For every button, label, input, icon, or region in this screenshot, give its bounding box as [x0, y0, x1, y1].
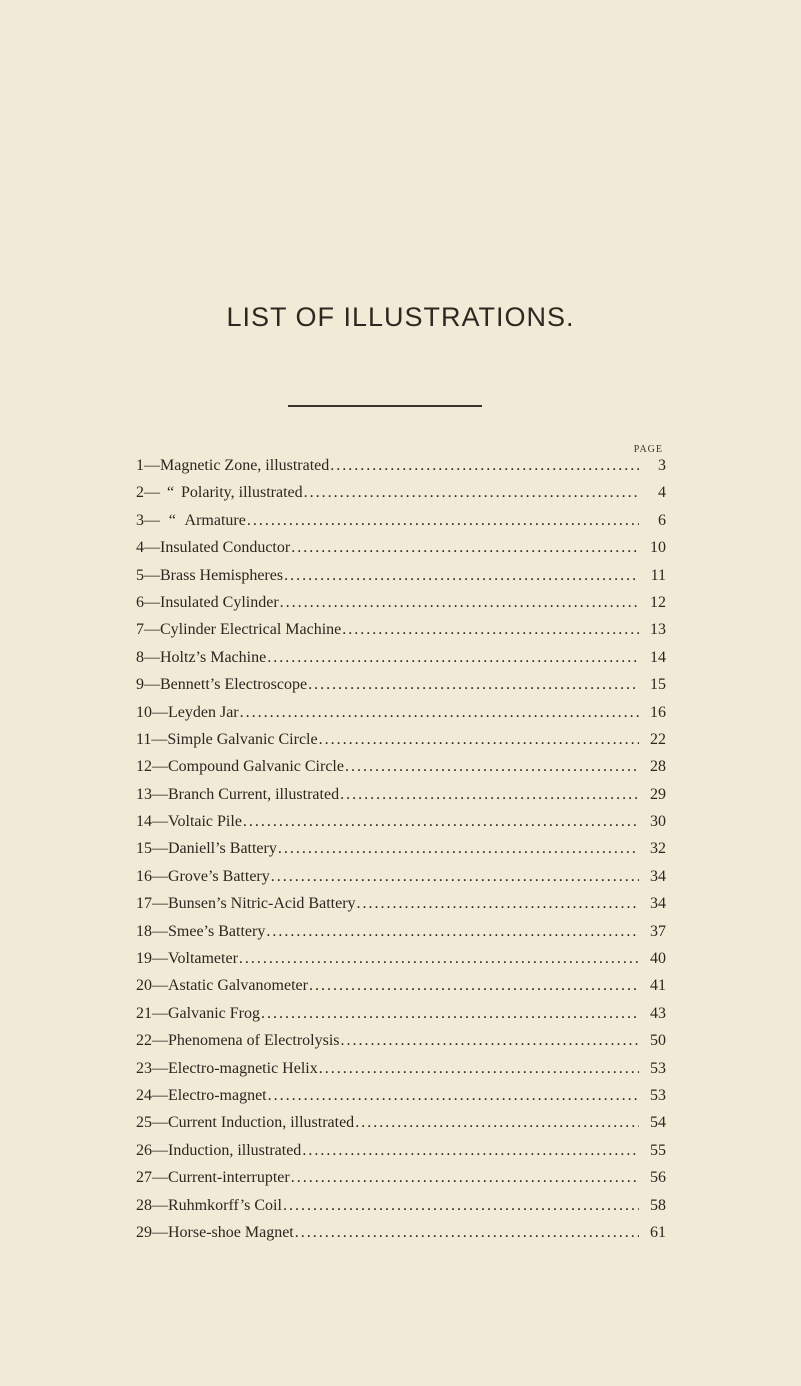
dot-leader — [330, 457, 639, 475]
item-number: 15— — [136, 840, 168, 858]
item-number: 3— — [136, 511, 160, 529]
item-label: Branch Current, illustrated — [168, 785, 340, 803]
item-page-number: 54 — [650, 1114, 666, 1132]
item-number: 13— — [136, 785, 168, 803]
item-label: Daniell’s Battery — [168, 840, 277, 858]
item-page-number: 3 — [658, 457, 666, 474]
list-item — [136, 1060, 666, 1087]
list-item — [136, 1224, 666, 1251]
item-page-number: 22 — [650, 730, 666, 748]
item-label: Simple Galvanic Circle — [167, 730, 318, 748]
ditto-mark: “ — [166, 484, 175, 502]
dot-leader — [341, 1032, 639, 1050]
dot-leader — [247, 512, 639, 530]
item-number: 26— — [136, 1141, 168, 1159]
item-page-number: 61 — [650, 1223, 666, 1241]
item-number: 24— — [136, 1086, 168, 1104]
item-page-number: 15 — [650, 676, 666, 694]
item-label: Galvanic Frog — [168, 1004, 260, 1022]
item-page-number: 53 — [650, 1059, 666, 1077]
item-number: 10— — [136, 703, 168, 721]
dot-leader — [291, 539, 639, 557]
item-label: Insulated Cylinder — [160, 593, 279, 611]
item-number: 14— — [136, 813, 168, 831]
item-number: 11— — [136, 730, 168, 748]
dot-leader — [304, 484, 639, 502]
list-item — [136, 868, 666, 895]
list-item — [136, 895, 666, 922]
item-label: Holtz’s Machine — [160, 648, 267, 666]
list-item — [136, 1114, 666, 1141]
dot-leader — [355, 1114, 639, 1132]
item-label: Smee’s Battery — [168, 922, 266, 940]
list-item — [136, 1087, 666, 1114]
item-page-number: 14 — [650, 648, 666, 666]
item-number: 25— — [136, 1114, 168, 1132]
item-label: Armature — [184, 511, 246, 529]
dot-leader — [308, 676, 639, 694]
list-item — [136, 567, 666, 594]
item-label: Insulated Conductor — [160, 539, 291, 557]
list-item — [136, 539, 666, 566]
item-number: 28— — [136, 1196, 168, 1214]
dot-leader — [291, 1169, 639, 1187]
item-number: 1— — [136, 457, 160, 474]
item-label: Polarity, illustrated — [181, 484, 303, 502]
dot-leader — [266, 923, 639, 941]
item-label: Voltaic Pile — [168, 813, 242, 831]
item-page-number: 32 — [650, 840, 666, 858]
dot-leader — [261, 1005, 639, 1023]
item-page-number: 55 — [650, 1141, 666, 1159]
list-item — [136, 1005, 666, 1032]
dot-leader — [309, 977, 639, 995]
item-number: 17— — [136, 895, 168, 913]
item-label: Phenomena of Electrolysis — [168, 1032, 340, 1050]
list-item — [136, 786, 666, 813]
dot-leader — [357, 895, 639, 913]
item-label: Induction, illustrated — [168, 1141, 302, 1159]
item-page-number: 34 — [650, 895, 666, 913]
list-item — [136, 758, 666, 785]
item-page-number: 6 — [658, 511, 666, 529]
item-page-number: 40 — [650, 950, 666, 968]
list-item — [136, 813, 666, 840]
item-number: 27— — [136, 1169, 168, 1187]
list-item — [136, 621, 666, 648]
item-page-number: 41 — [650, 977, 666, 995]
item-number: 5— — [136, 566, 160, 584]
dot-leader — [240, 704, 639, 722]
ditto-mark: “ — [168, 511, 176, 529]
item-number: 16— — [136, 867, 168, 885]
dot-leader — [340, 786, 639, 804]
item-label: Horse-shoe Magnet — [168, 1223, 294, 1241]
item-label: Brass Hemispheres — [160, 566, 284, 584]
list-item — [136, 484, 666, 511]
item-label: Bunsen’s Nitric-Acid Battery — [168, 895, 356, 913]
item-number: 2— — [136, 484, 160, 502]
dot-leader — [268, 1087, 639, 1105]
dot-leader — [284, 567, 639, 585]
item-number: 9— — [136, 676, 160, 694]
item-number: 18— — [136, 922, 168, 940]
list-item — [136, 1032, 666, 1059]
item-number: 12— — [136, 758, 168, 776]
dot-leader — [345, 758, 639, 776]
list-item — [136, 649, 666, 676]
dot-leader — [319, 731, 639, 749]
item-number: 7— — [136, 621, 160, 639]
item-label: Electro-magnetic Helix — [168, 1059, 318, 1077]
item-page-number: 58 — [650, 1196, 666, 1214]
item-number: 23— — [136, 1059, 168, 1077]
item-number: 8— — [136, 648, 160, 666]
item-number: 21— — [136, 1004, 168, 1022]
item-label: Leyden Jar — [168, 703, 239, 721]
item-number: 4— — [136, 539, 160, 557]
item-page-number: 28 — [650, 758, 666, 776]
list-item — [136, 1197, 666, 1224]
dot-leader — [243, 813, 639, 831]
list-item — [136, 840, 666, 867]
item-page-number: 43 — [650, 1004, 666, 1022]
illustrations-list — [136, 457, 666, 1251]
list-item — [136, 1169, 666, 1196]
item-number: 29— — [136, 1223, 168, 1241]
item-page-number: 30 — [650, 813, 666, 831]
item-label: Bennett’s Electroscope — [160, 676, 308, 694]
list-item — [136, 704, 666, 731]
item-label: Voltameter — [168, 950, 238, 968]
dot-leader — [283, 1197, 639, 1215]
dot-leader — [271, 868, 639, 886]
item-page-number: 37 — [650, 922, 666, 940]
dot-leader — [342, 621, 639, 639]
list-item — [136, 1142, 666, 1169]
item-page-number: 29 — [650, 785, 666, 803]
item-label: Current-interrupter — [168, 1169, 290, 1187]
list-item — [136, 731, 666, 758]
item-number: 22— — [136, 1032, 168, 1050]
item-number: 20— — [136, 977, 168, 995]
dot-leader — [280, 594, 639, 612]
list-item — [136, 594, 666, 621]
item-page-number: 53 — [650, 1086, 666, 1104]
item-page-number: 10 — [650, 539, 666, 557]
dot-leader — [267, 649, 639, 667]
item-page-number: 34 — [650, 867, 666, 885]
item-page-number: 4 — [658, 484, 666, 502]
item-label: Magnetic Zone, illustrated — [160, 457, 330, 474]
item-label: Electro-magnet — [168, 1086, 267, 1104]
item-label: Current Induction, illustrated — [168, 1114, 355, 1132]
list-item — [136, 457, 666, 484]
dot-leader — [319, 1060, 639, 1078]
dot-leader — [295, 1224, 639, 1242]
item-label: Compound Galvanic Circle — [168, 758, 344, 776]
item-label: Cylinder Electrical Machine — [160, 621, 342, 639]
item-page-number: 11 — [650, 566, 666, 584]
list-item — [136, 950, 666, 977]
list-item — [136, 512, 666, 539]
item-label: Ruhmkorff’s Coil — [168, 1196, 282, 1214]
list-item — [136, 923, 666, 950]
item-page-number: 16 — [650, 703, 666, 721]
item-label: Astatic Galvanometer — [168, 977, 308, 995]
dot-leader — [239, 950, 639, 968]
list-item — [136, 977, 666, 1004]
item-number: 19— — [136, 950, 168, 968]
item-page-number: 13 — [650, 621, 666, 639]
dot-leader — [278, 840, 639, 858]
item-page-number: 50 — [650, 1032, 666, 1050]
page-title: LIST OF ILLUSTRATIONS. — [226, 302, 575, 332]
list-item — [136, 676, 666, 703]
item-label: Grove’s Battery — [168, 867, 270, 885]
page-column-heading: PAGE — [633, 444, 663, 455]
dot-leader — [302, 1142, 639, 1160]
item-page-number: 12 — [650, 593, 666, 611]
item-page-number: 56 — [650, 1169, 666, 1187]
title-divider — [288, 405, 482, 407]
item-number: 6— — [136, 593, 160, 611]
